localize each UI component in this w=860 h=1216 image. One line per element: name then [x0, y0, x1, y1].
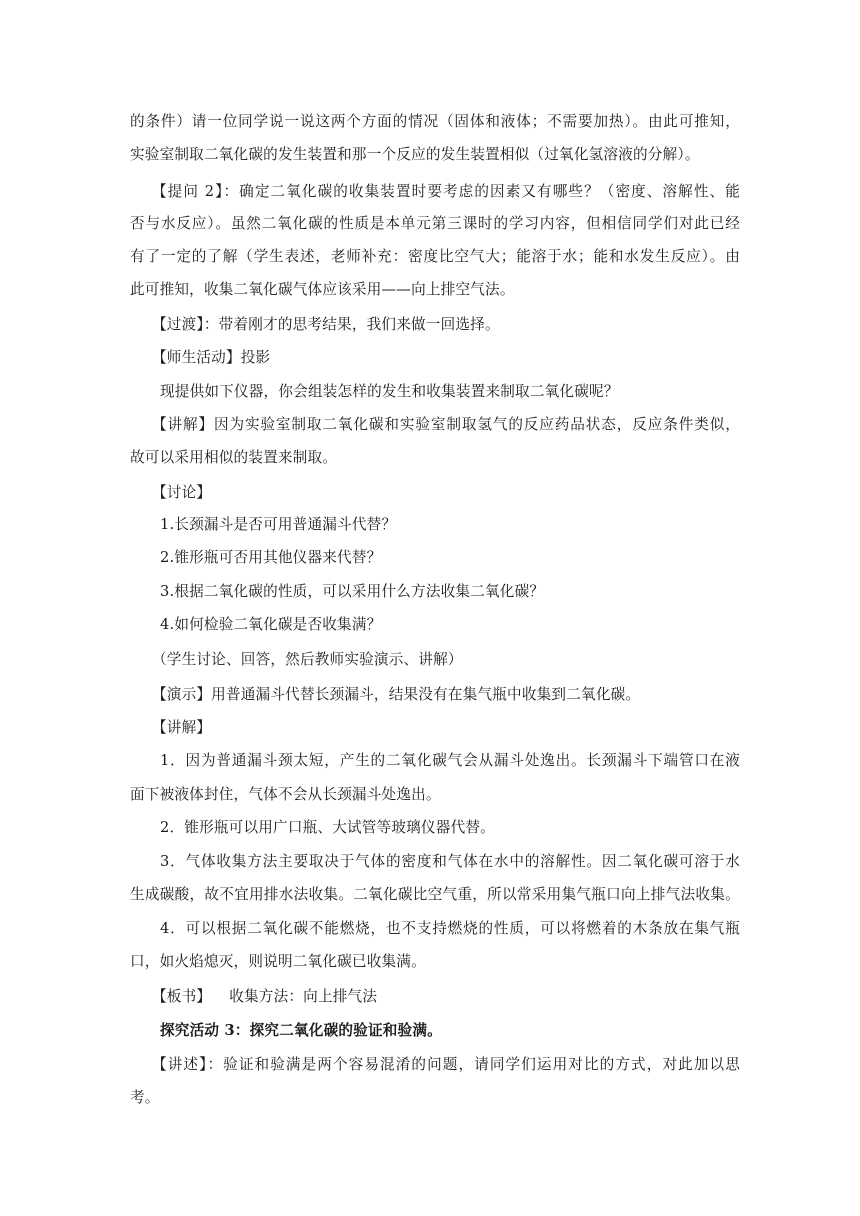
paragraph-line: 面下被液体封住，气体不会从长颈漏斗处逸出。 [130, 786, 441, 803]
board-label: 【板书】 [152, 988, 212, 1005]
explanation-item: 4．可以根据二氧化碳不能燃烧，也不支持燃烧的性质，可以将燃着的木条放在集气瓶 [160, 920, 740, 937]
narration: 【讲述】：验证和验满是两个容易混淆的问题，请同学们运用对比的方式，对此加以思 [152, 1056, 740, 1073]
paragraph-line: 有了一定的了解（学生表述，老师补充：密度比空气大；能溶于水；能和水发生反应）。由 [130, 248, 740, 265]
paragraph-line: 生成碳酸，故不宜用排水法收集。二氧化碳比空气重，所以常采用集气瓶口向上排气法收集。 [130, 886, 740, 903]
discussion-item: 1.长颈漏斗是否可用普通漏斗代替？ [160, 516, 397, 533]
demo-note: 【演示】用普通漏斗代替长颈漏斗，结果没有在集气瓶中收集到二氧化碳。 [152, 686, 641, 703]
discussion-note: （学生讨论、回答，然后教师实验演示、讲解） [152, 651, 463, 668]
board-note [152, 987, 762, 1007]
paragraph-line: 否与水反应）。虽然二氧化碳的性质是本单元第三课时的学习内容，但相信同学们对此已经 [130, 215, 740, 232]
board-text: 收集方法：向上排气法 [229, 988, 378, 1005]
section-heading: 探究活动 3：探究二氧化碳的验证和验满。 [160, 1022, 442, 1039]
explanation-item: 1．因为普通漏斗颈太短，产生的二氧化碳气会从漏斗处逸出。长颈漏斗下端管口在液 [160, 752, 740, 769]
discussion-item: 3.根据二氧化碳的性质，可以采用什么方法收集二氧化碳？ [160, 583, 545, 600]
explanation-1: 【讲解】因为实验室制取二氧化碳和实验室制取氢气的反应药品状态，反应条件类似， [152, 416, 740, 433]
paragraph-line: 实验室制取二氧化碳的发生装置和那一个反应的发生装置相似（过氧化氢溶液的分解）。 [130, 146, 700, 163]
activity-note: 【师生活动】投影 [152, 349, 271, 366]
paragraph-line: 的条件）请一位同学说一说这两个方面的情况（固体和液体；不需要加热）。由此可推知， [130, 113, 740, 130]
paragraph-line: 考。 [130, 1089, 160, 1106]
paragraph-line: 此可推知，收集二氧化碳气体应该采用——向上排空气法。 [130, 281, 515, 298]
provide-question: 现提供如下仪器，你会组装怎样的发生和收集装置来制取二氧化碳呢？ [160, 383, 619, 400]
paragraph-line: 口，如火焰熄灭，则说明二氧化碳已收集满。 [130, 953, 426, 970]
discussion-heading: 【讨论】 [152, 484, 212, 501]
paragraph-line: 故可以采用相似的装置来制取。 [130, 449, 338, 466]
discussion-item: 4.如何检验二氧化碳是否收集满？ [160, 616, 382, 633]
question-2: 【提问 2】：确定二氧化碳的收集装置时要考虑的因素又有哪些？（密度、溶解性、能 [152, 183, 740, 200]
transition-note: 【过渡】：带着刚才的思考结果，我们来做一回选择。 [152, 316, 500, 333]
discussion-item: 2.锥形瓶可否用其他仪器来代替？ [160, 549, 382, 566]
explanation-item: 3．气体收集方法主要取决于气体的密度和气体在水中的溶解性。因二氧化碳可溶于水 [160, 853, 740, 870]
explanation-heading: 【讲解】 [152, 719, 212, 736]
explanation-item: 2．锥形瓶可以用广口瓶、大试管等玻璃仪器代替。 [160, 819, 495, 836]
